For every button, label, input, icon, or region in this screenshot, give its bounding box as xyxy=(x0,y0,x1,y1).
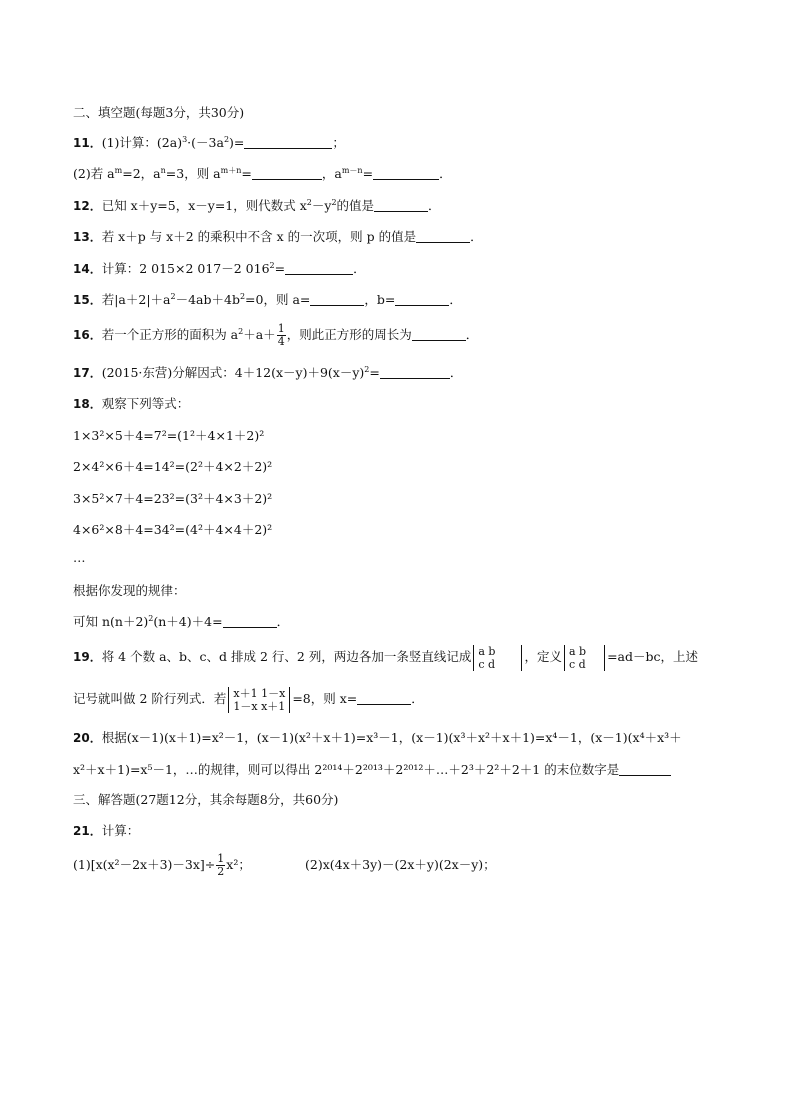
question-21-intro: 21．计算： xyxy=(73,823,140,838)
question-17: 17．(2015·东营)分解因式：$4+12(x-y)+9(x-y)^2=$ ． xyxy=(73,365,463,380)
answer-blank[interactable] xyxy=(252,167,322,180)
answer-blank[interactable] xyxy=(380,366,450,379)
equation-1: 1×3²×5＋4=7²=(1²＋4×1＋2)² xyxy=(73,428,265,443)
equation-2: 2×4²×6＋4=14²=(2²＋4×2＋2)² xyxy=(73,459,273,474)
determinant-equation: x＋1 1－x 1－x x＋1 xyxy=(228,687,290,713)
answer-blank[interactable] xyxy=(310,293,364,306)
answer-blank[interactable] xyxy=(373,167,439,180)
fraction: $\frac{1}{2}$ xyxy=(217,852,225,878)
question-19-line-1: 19．将 4 个数 a、b、c、d 排成 2 行、2 列，两边各加一条竖直线记成 a b c d ，定义 a b c d =ad－bc，上述 xyxy=(73,644,699,671)
question-number: 11． xyxy=(73,136,102,150)
determinant-definition: a b c d xyxy=(564,645,605,671)
answer-blank[interactable] xyxy=(416,230,470,243)
answer-blank[interactable] xyxy=(244,136,332,149)
question-11-part-1: 11．(1)计算：$(2a)^3\cdot(-3a^2)=$ ； xyxy=(73,135,345,150)
equation-4: 4×6²×8＋4=34²=(4²＋4×4＋2)² xyxy=(73,522,273,537)
question-11-part-2: (2)若 $a^m=2$，$a^n=3$，则 $a^{m+n}=$ ，$a^{m-n}=$ ． xyxy=(73,166,452,181)
question-21-part-2: (2)x(4x＋3y)－(2x＋y)(2x－y)； xyxy=(305,857,496,872)
equation-3: 3×5²×7＋4=23²=(3²＋4×3＋2)² xyxy=(73,491,273,506)
question-13: 13．若 x＋p 与 x＋2 的乘积中不含 x 的一次项，则 p 的值是 ． xyxy=(73,229,483,244)
question-20-line-1: 20．根据(x－1)(x＋1)=x²－1，(x－1)(x²＋x＋1)=x³－1，(x－1)(x³＋x²＋x＋1)=x⁴－1，(x－1)(x⁴＋x³＋ xyxy=(73,730,682,745)
section-2-title: 二、填空题(每题3分，共30分) xyxy=(73,105,245,120)
question-15: 15．若$|a+2|+a^2-4ab+4b^2=0$，则 a= ，b= ． xyxy=(73,292,462,307)
question-20-line-2: x²＋x＋1)=x⁵－1，…的规律，则可以得出 2²⁰¹⁴＋2²⁰¹³＋2²⁰¹²＋…＋2³＋2²＋2＋1 的末位数字是 xyxy=(73,762,671,778)
answer-blank[interactable] xyxy=(357,692,411,705)
answer-blank[interactable] xyxy=(285,262,353,275)
determinant-notation: a b c d xyxy=(473,645,522,671)
answer-blank[interactable] xyxy=(223,615,277,628)
answer-blank[interactable] xyxy=(395,293,449,306)
question-18-intro: 18．观察下列等式： xyxy=(73,396,190,411)
answer-blank[interactable] xyxy=(374,199,428,212)
answer-blank[interactable] xyxy=(619,763,671,776)
question-12: 12．已知 x＋y=5，x－y=1，则代数式 $x^2-y^2$的值是 ． xyxy=(73,198,441,213)
question-18-ask: 可知 $n(n+2)^2(n+4)+4=$ ． xyxy=(73,614,290,629)
question-16: 16．若一个正方形的面积为 $a^2+a+$ $\frac{1}{4}$ ，则此正方形的周长为 ． xyxy=(73,322,479,348)
answer-blank[interactable] xyxy=(412,328,466,341)
question-21-part-1: (1)[x(x²－2x＋3)－3x]÷ $\frac{1}{2}$ x²； xyxy=(73,852,251,878)
section-3-title: 三、解答题(27题12分，其余每题8分，共60分) xyxy=(73,792,339,807)
question-14: 14．计算：2 015×2 017－2 $016^2=$ ． xyxy=(73,261,366,276)
question-19-line-2: 记号就叫做 2 阶行列式．若 x＋1 1－x 1－x x＋1 =8，则 x= ． xyxy=(73,686,424,713)
ellipsis: … xyxy=(73,550,86,565)
fraction: $\frac{1}{4}$ xyxy=(277,322,285,348)
rule-prompt: 根据你发现的规律： xyxy=(73,583,186,598)
